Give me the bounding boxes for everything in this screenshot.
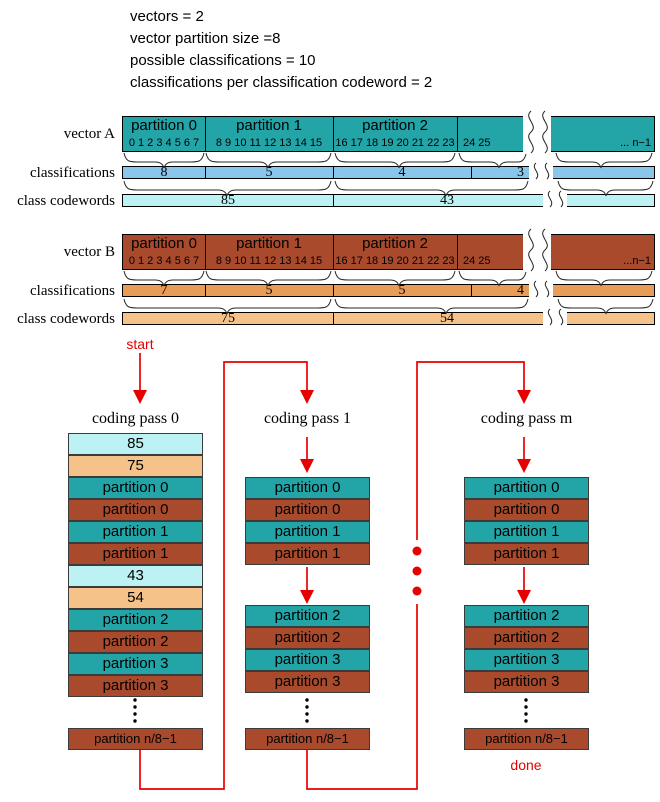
- passm-box: partition 1: [464, 543, 589, 565]
- pass1-box: partition 1: [245, 521, 370, 543]
- coding-pass-m-title: coding pass m: [480, 410, 573, 427]
- pass0-box: partition 2: [68, 631, 203, 653]
- pass0-box: partition 3: [68, 675, 203, 697]
- partition-label: partition 2: [362, 235, 428, 252]
- pass1-box: partition 0: [245, 499, 370, 521]
- vector-b-codewords-label: class codewords: [17, 311, 115, 327]
- pass0-box: 54: [68, 587, 203, 609]
- vector-a-codewords-bar: [122, 194, 655, 207]
- classification-value: 5: [398, 283, 406, 298]
- param-line-classifications: possible classifications = 10: [130, 52, 316, 69]
- passm-box: partition 2: [464, 627, 589, 649]
- pass1-box: partition 3: [245, 671, 370, 693]
- done-label: done: [510, 757, 542, 773]
- classification-value: 4: [398, 165, 406, 180]
- pass-ellipsis-red-dots: [413, 547, 422, 596]
- vector-b-classifications-label: classifications: [30, 283, 115, 299]
- pass0-box: partition 3: [68, 653, 203, 675]
- sample-indices: 16 17 18 19 20 21 22 23: [335, 137, 455, 149]
- param-line-vectors: vectors = 2: [130, 8, 204, 25]
- vector-b-codewords-bar: [122, 312, 655, 325]
- pass0-box: partition 0: [68, 499, 203, 521]
- coding-pass-0-title: coding pass 0: [91, 410, 180, 427]
- codeword-value: 85: [221, 193, 235, 208]
- classification-value: 4: [517, 283, 524, 298]
- sample-indices: 8 9 10 11 12 13 14 15: [215, 137, 323, 149]
- sample-indices: 16 17 18 19 20 21 22 23: [335, 255, 455, 267]
- pass0-box: 43: [68, 565, 203, 587]
- vector-a-codewords-label: class codewords: [17, 193, 115, 209]
- pass0-box: 75: [68, 455, 203, 477]
- passm-box: partition 1: [464, 521, 589, 543]
- passm-box: partition 0: [464, 477, 589, 499]
- classification-value: 7: [160, 283, 168, 298]
- partition-label: partition 2: [362, 117, 428, 134]
- partition-label: partition 1: [236, 117, 302, 134]
- sample-indices: 0 1 2 3 4 5 6 7: [128, 255, 200, 267]
- vector-a-label: vector A: [63, 126, 115, 142]
- partition-label: partition 1: [236, 235, 302, 252]
- parameter-block: [130, 6, 432, 94]
- codeword-value: 54: [440, 311, 454, 326]
- coding-pass-1-title: coding pass 1: [263, 410, 352, 427]
- classification-value: 8: [160, 165, 168, 180]
- stack-ellipsis-dots: [133, 698, 527, 722]
- pass1-tail-box: partition n/8−1: [245, 728, 370, 750]
- pass0-box: partition 1: [68, 521, 203, 543]
- sample-indices: 24 25: [463, 137, 491, 149]
- pass0-tail-box: partition n/8−1: [68, 728, 203, 750]
- pass0-box: partition 0: [68, 477, 203, 499]
- pass1-box: partition 2: [245, 627, 370, 649]
- vector-a-classifications-label: classifications: [30, 165, 115, 181]
- pass1-box: partition 2: [245, 605, 370, 627]
- classification-value: 3: [517, 165, 524, 180]
- sample-indices: 0 1 2 3 4 5 6 7: [128, 137, 200, 149]
- classification-value: 5: [265, 283, 273, 298]
- pass1-box: partition 0: [245, 477, 370, 499]
- param-line-codeword: classifications per classification codeword = 2: [130, 74, 433, 91]
- pass0-box: 85: [68, 433, 203, 455]
- vector-a-classifications-bar: [122, 166, 655, 179]
- pass1-box: partition 3: [245, 649, 370, 671]
- passm-box: partition 0: [464, 499, 589, 521]
- partition-label: partition 0: [131, 235, 197, 252]
- sample-indices: 8 9 10 11 12 13 14 15: [215, 255, 323, 267]
- codeword-value: 75: [221, 311, 235, 326]
- vector-b-classifications-bar: [122, 284, 655, 297]
- pass1-box: partition 1: [245, 543, 370, 565]
- sample-indices: 24 25: [463, 255, 491, 267]
- vector-b-tail: ...n−1: [623, 255, 651, 267]
- start-label: start: [126, 336, 154, 352]
- codeword-value: 43: [440, 193, 454, 208]
- passm-box: partition 2: [464, 605, 589, 627]
- passm-box: partition 3: [464, 671, 589, 693]
- passm-box: partition 3: [464, 649, 589, 671]
- pass0-box: partition 1: [68, 543, 203, 565]
- param-line-partition-size: vector partition size =8: [130, 30, 281, 47]
- vector-a-tail: ... n−1: [620, 137, 651, 149]
- vector-b-bar: [122, 234, 655, 270]
- vector-a-bar: [122, 116, 655, 152]
- vector-b-label: vector B: [63, 244, 115, 260]
- pass0-box: partition 2: [68, 609, 203, 631]
- passm-tail-box: partition n/8−1: [464, 728, 589, 750]
- partition-label: partition 0: [131, 117, 197, 134]
- classification-value: 5: [265, 165, 273, 180]
